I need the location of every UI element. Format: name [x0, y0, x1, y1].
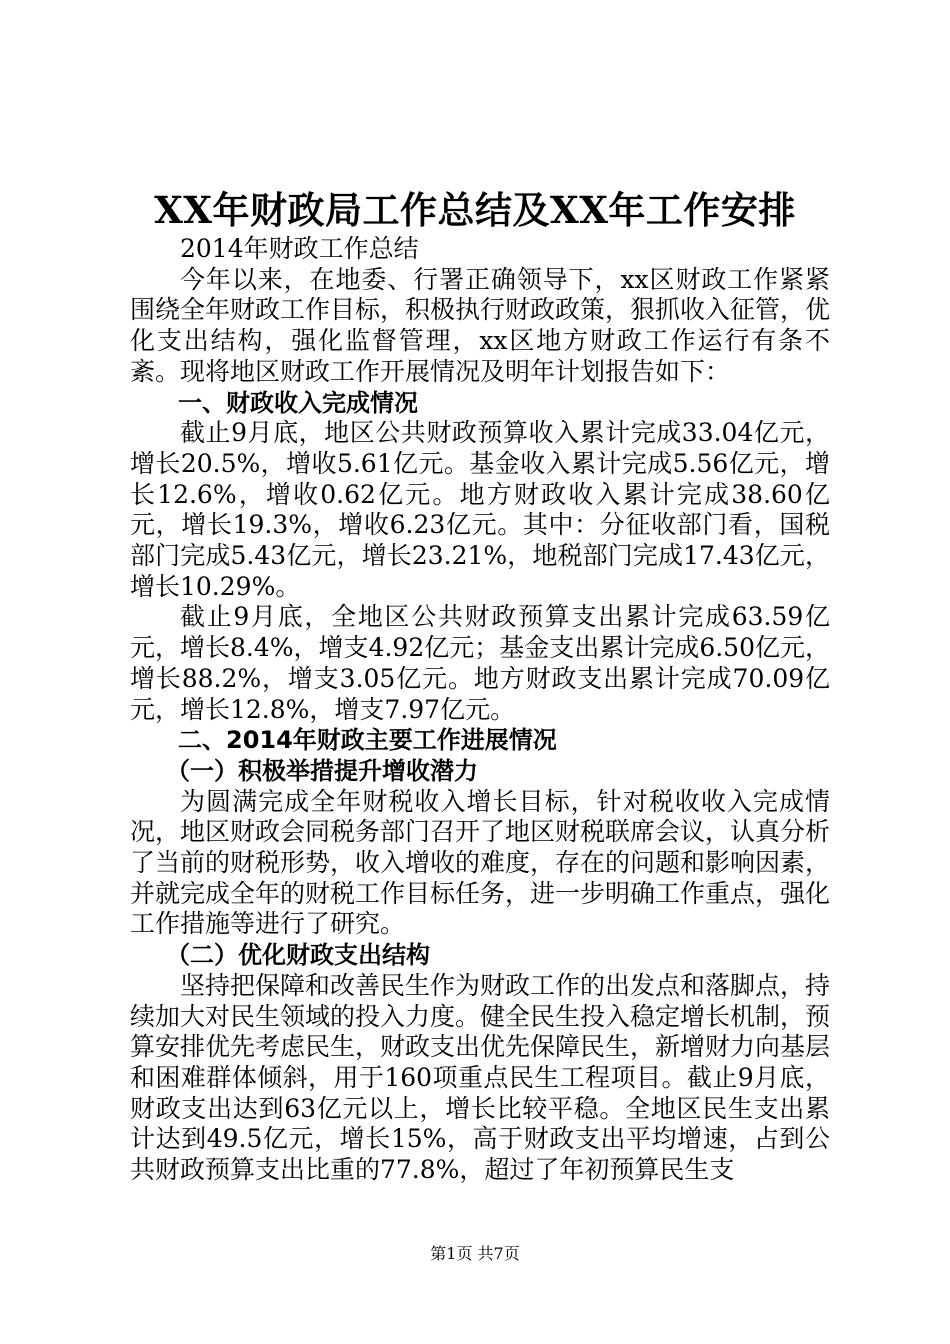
increase-revenue-paragraph: 为圆满完成全年财税收入增长目标，针对税收收入完成情况，地区财政会同税务部门召开了地区财税联席会议，认真分析了当前的财税形势，收入增收的难度，存在的问题和影响因素，并就完成全年的财税工作目标任务，进一步明确工作重点，强化工作措施等进行了研究。 [130, 786, 831, 939]
document-body [130, 234, 830, 1186]
expenditure-paragraph: 截止9月底，全地区公共财政预算支出累计完成63.59亿元，增长8.4%，增支4.92亿元；基金支出累计完成6.50亿元，增长88.2%，增支3.05亿元。地方财政支出累计完成70.09亿元，增长12.8%，增支7.97亿元。 [130, 602, 830, 724]
optimize-expenditure-paragraph: 坚持把保障和改善民生作为财政工作的出发点和落脚点，持续加大对民生领域的投入力度。健全民生投入稳定增长机制，预算安排优先考虑民生，财政支出优先保障民生，新增财力向基层和困难群体倾斜，用于160项重点民生工程项目。截止9月底，财政支出达到63亿元以上，增长比较平稳。全地区民生支出累计达到49.5亿元，增长15%，高于财政支出平均增速，占到公共财政预算支出比重的77.8%，超过了年初预算民生支 [130, 970, 831, 1185]
page-number-footer: 第1页 共7页 [430, 1244, 520, 1263]
subheading-optimize-expenditure: （二）优化财政支出结构 [166, 941, 430, 970]
document-title: XX年财政局工作总结及XX年工作安排 [154, 188, 796, 232]
revenue-paragraph: 截止9月底，地区公共财政预算收入累计完成33.04亿元，增长20.5%，增收5.61亿元。基金收入累计完成5.56亿元，增长12.6%，增收0.62亿元。地方财政收入累计完成38.60亿元，增长19.3%，增收6.23亿元。其中：分征收部门看，国税部门完成5.43亿元，增长23.21%，地税部门完成17.43亿元，增长10.29%。 [130, 418, 830, 601]
intro-paragraph: 今年以来，在地委、行署正确领导下，xx区财政工作紧紧围绕全年财政工作目标，积极执行财政政策，狠抓收入征管，优化支出结构，强化监督管理，xx区地方财政工作运行有条不紊。现将地区财政工作开展情况及明年计划报告如下： [130, 264, 831, 386]
heading-work-progress: 二、2014年财政主要工作进展情况 [178, 726, 557, 755]
heading-revenue: 一、财政收入完成情况 [178, 388, 418, 417]
subheading-increase-revenue: （一）积极举措提升增收潜力 [166, 756, 478, 785]
section-label: 2014年财政工作总结 [180, 234, 419, 263]
